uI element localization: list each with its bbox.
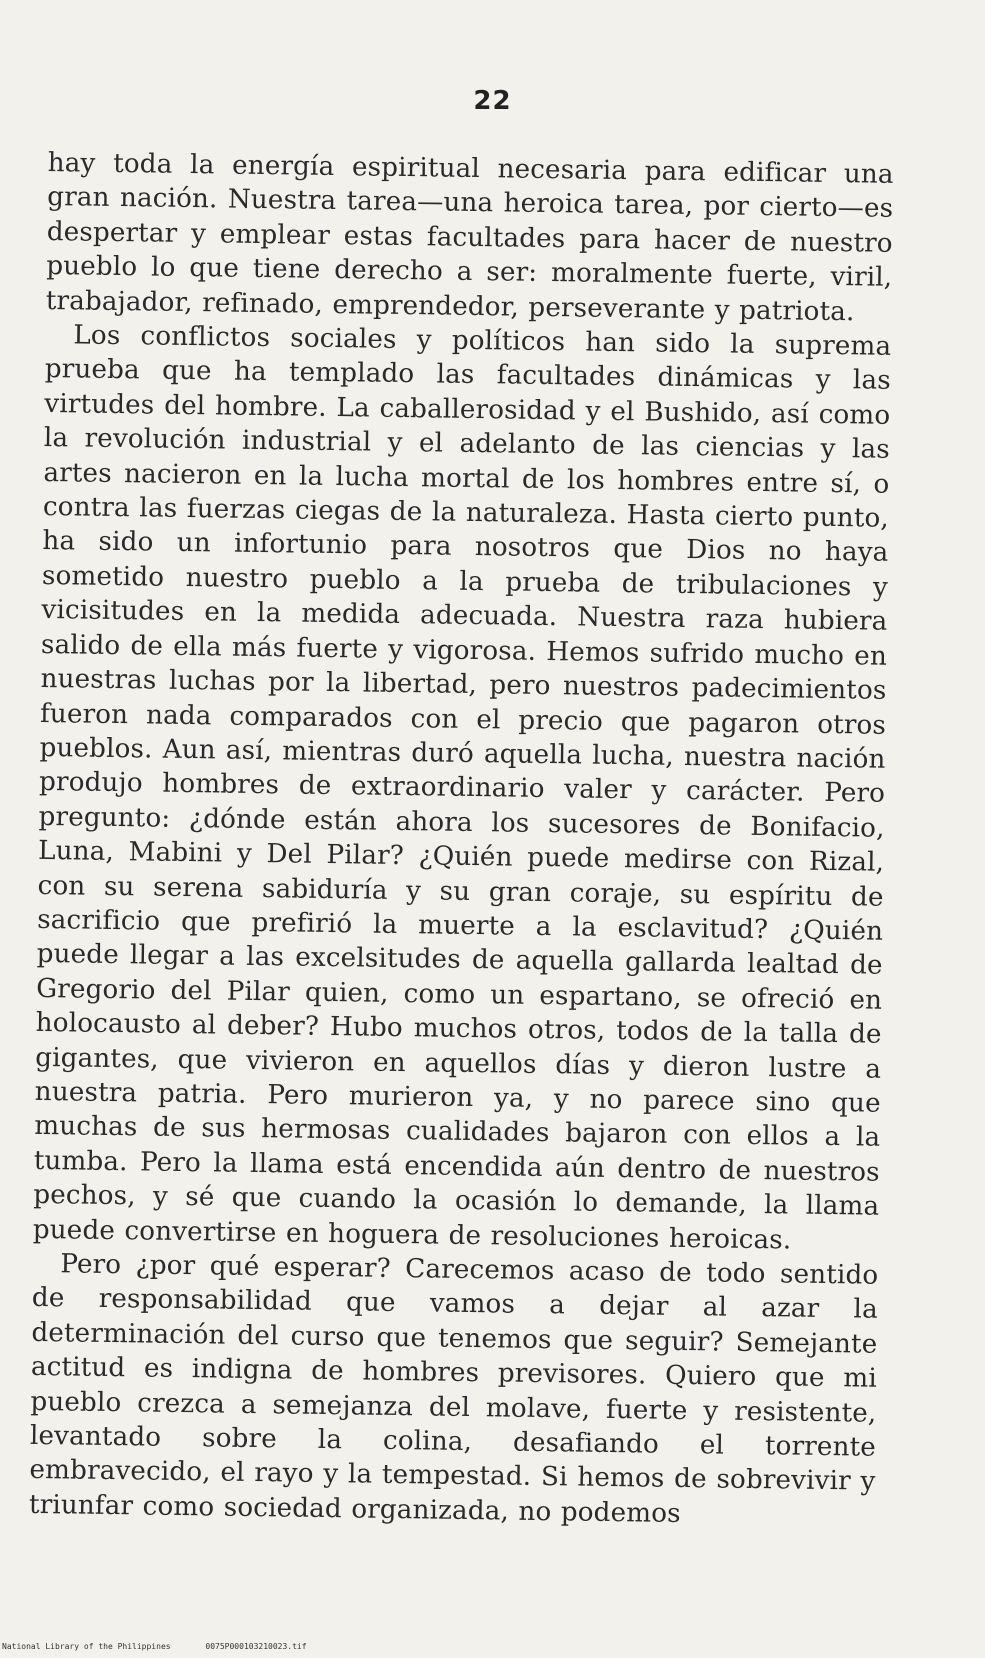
file-id: 0075P000103210023.tif	[205, 1642, 307, 1651]
paragraph-2: Los conflictos sociales y políticos han sido la suprema prueba que ha templado las facultades dinámicas y las virtudes del hombre. La caballerosidad y el Bushido, así como la revolución industrial y el adelanto de las ciencias y las artes nacieron en la lucha mortal de los hombres entre sí, o contra las fuerzas ciegas de la naturaleza. Hasta cierto punto, ha sido un infortunio para nosotros que Dios no haya sometido nuestro pueblo a la prueba de tribulaciones y vicisitudes en la medida adecuada. Nuestra raza hubiera salido de ella más fuerte y vigorosa. Hemos sufrido mucho en nuestras luchas por la libertad, pero nuestros padecimientos fueron nada comparados con el precio que pagaron otros pueblos. Aun así, mientras duró aquella lucha, nuestra nación produjo hombres de extraordinario valer y carácter. Pero pregunto: ¿dónde están ahora los sucesores de Bonifacio, Luna, Mabini y Del Pilar? ¿Quién puede medirse con Rizal, con su serena sabiduría y su gran coraje, su espíritu de sacrificio que prefirió la muerte a la esclavitud? ¿Quién puede llegar a las excelsitudes de aquella gallarda lealtad de Gregorio del Pilar quien, como un espartano, se ofreció en holocausto al deber? Hubo muchos otros, todos de la talla de gigantes, que vivieron en aquellos días y dieron lustre a nuestra patria. Pero murieron ya, y no parece sino que muchas de sus hermosas cualidades bajaron con ellos a la tumba. Pero la llama está encendida aún dentro de nuestros pechos, y sé que cuando la ocasión lo demande, la llama puede convertirse en hoguera de resoluciones heroicas.	[32, 320, 892, 1256]
paragraph-3: Pero ¿por qué esperar? Carecemos acaso de todo sentido de responsabilidad que vamos a dejar al azar la determinación del curso que tenemos que seguir? Semejante actitud es indigna de hombres previsores. Quiero que mi pueblo crezca a semejanza del molave, fuerte y resistente, levantado sobre la colina, desafiando el torrente embravecido, el rayo y la tempestad. Si hemos de sobrevivir y triunfar como sociedad organizada, no podemos	[28, 1249, 879, 1529]
library-name: National Library of the Philippines	[2, 1642, 171, 1651]
scan-footer-caption	[2, 1642, 307, 1651]
body-text	[29, 146, 894, 1534]
paragraph-1: hay toda la energía espiritual necesaria para edificar una gran nación. Nuestra tarea—una heroica tarea, por cierto—es despertar y emplear estas facultades para hacer de nuestro pueblo lo que tiene derecho a ser: moralmente fuerte, viril, trabajador, refinado, emprendedor, perseverante y patriota.	[45, 147, 894, 327]
page-number: 22	[473, 86, 512, 116]
